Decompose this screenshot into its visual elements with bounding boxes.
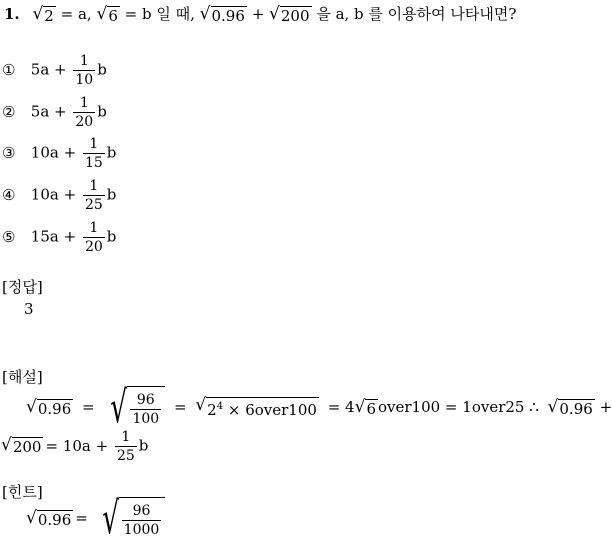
fraction-1-25: $\frac{1}{25}$ xyxy=(116,429,135,464)
equals: = 10a + xyxy=(45,436,109,455)
choice-marker: ③ xyxy=(2,143,16,162)
sqrt-0-96: √ 0.96 xyxy=(199,3,245,25)
choice-tail: b xyxy=(97,60,107,79)
choice-lead: 5a + xyxy=(30,102,67,121)
choice-tail: b xyxy=(106,185,117,204)
choice-marker: ⑤ xyxy=(2,227,16,246)
sqrt-200: √ 200 xyxy=(1,435,42,456)
choice-5[interactable] xyxy=(2,219,116,256)
choice-fraction: $\frac{1}{20}$ xyxy=(75,95,94,130)
choice-marker: ② xyxy=(2,102,16,121)
question-text-2: = b 일 때, xyxy=(124,5,195,23)
choice-marker: ④ xyxy=(2,185,16,204)
sqrt-2: √ 2 xyxy=(32,3,54,25)
question-number: 1. xyxy=(4,5,20,23)
over-text: over100 = 1over25 ∴ xyxy=(377,398,539,416)
choice-fraction: $\frac{1}{15}$ xyxy=(84,136,103,171)
explanation-line-2 xyxy=(1,428,148,465)
sqrt-fraction: √ $\frac{96}{1000}$ xyxy=(95,497,166,541)
equals: = xyxy=(75,509,88,527)
choice-2[interactable] xyxy=(2,94,107,131)
sqrt-0-96: √ 0.96 xyxy=(26,507,72,529)
explanation-line-1 xyxy=(26,382,612,433)
question-text-3: + xyxy=(251,5,265,23)
question-line xyxy=(4,3,516,25)
tail-b: b xyxy=(138,436,149,455)
sqrt-200: √ 200 xyxy=(269,3,310,25)
answer-label: [정답] xyxy=(2,278,43,296)
plus: + xyxy=(599,398,612,416)
choice-lead: 10a + xyxy=(30,185,77,204)
choice-fraction: $\frac{1}{10}$ xyxy=(75,53,94,88)
equals: = xyxy=(82,398,95,416)
sqrt-0-96: √ 0.96 xyxy=(26,396,72,418)
choice-tail: b xyxy=(106,227,117,246)
sqrt-6: √ 6 xyxy=(96,3,118,25)
question-text-4: 을 a, b 를 이용하여 나타내면? xyxy=(316,5,517,23)
choice-lead: 10a + xyxy=(30,143,77,162)
choice-marker: ① xyxy=(2,60,16,79)
choice-3[interactable] xyxy=(2,135,116,172)
choice-fraction: $\frac{1}{25}$ xyxy=(84,178,103,213)
hint-line xyxy=(26,493,165,544)
explanation-label: [해설] xyxy=(2,368,43,386)
question-text-1: = a, xyxy=(60,5,92,23)
choice-1[interactable] xyxy=(2,52,107,89)
sqrt-power: √ $2^4$ × 6over100 xyxy=(195,395,317,419)
equals: = xyxy=(173,398,187,416)
choice-fraction: $\frac{1}{20}$ xyxy=(84,220,103,255)
choice-tail: b xyxy=(97,102,107,121)
choice-4[interactable] xyxy=(2,177,116,214)
sqrt-0-96: √ 0.96 xyxy=(547,396,593,418)
equals-4: = 4 xyxy=(327,398,355,416)
sqrt-fraction: √ $\frac{96}{100}$ xyxy=(103,386,165,430)
sqrt-6: √ 6 xyxy=(354,396,376,418)
choice-lead: 15a + xyxy=(30,227,77,246)
answer-value: 3 xyxy=(24,300,34,318)
hint-label: [힌트] xyxy=(2,483,43,501)
choice-tail: b xyxy=(106,143,117,162)
choice-lead: 5a + xyxy=(30,60,67,79)
